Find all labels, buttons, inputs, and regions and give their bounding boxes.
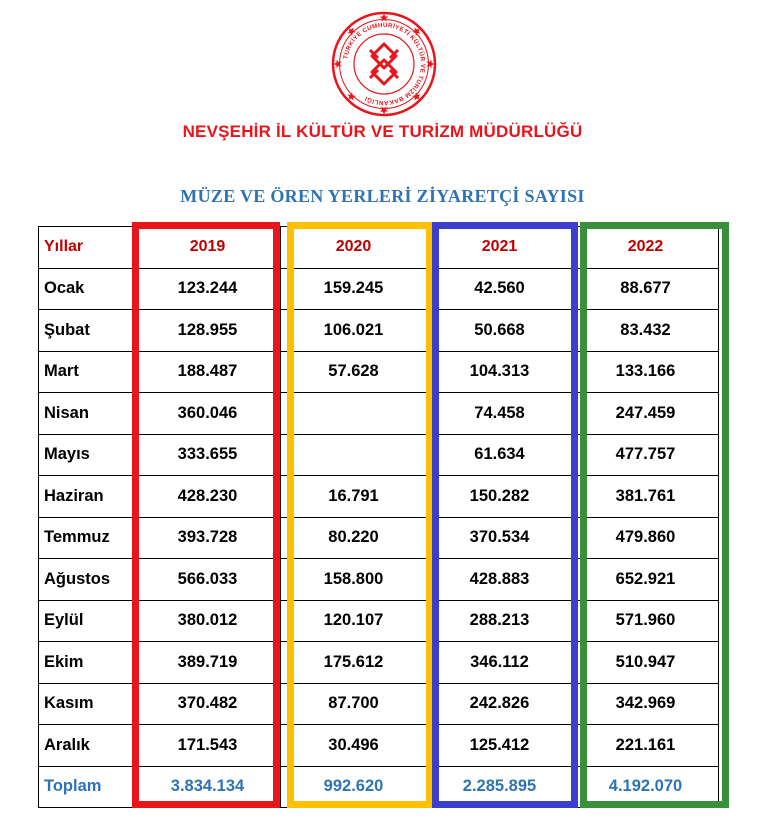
table-row-label: Haziran xyxy=(39,476,135,518)
table-row-label: Eylül xyxy=(39,600,135,642)
table-row-cell-2022: 571.960 xyxy=(573,600,719,642)
table-row-label: Aralık xyxy=(39,725,135,767)
table-row-cell-2022: 479.860 xyxy=(573,517,719,559)
table-row-label: Ağustos xyxy=(39,559,135,601)
table-row-cell-2022: 381.761 xyxy=(573,476,719,518)
total-row-cell-2021: 2.285.895 xyxy=(427,766,573,808)
table-row-cell-2020: 30.496 xyxy=(281,725,427,767)
table-title: MÜZE VE ÖREN YERLERİ ZİYARETÇİ SAYISI xyxy=(180,186,585,206)
svg-text:TÜRKİYE CUMHURİYETİ KÜLTÜR VE: TÜRKİYE CUMHURİYETİ KÜLTÜR VE TURİZM BAKANLIĞI xyxy=(342,21,427,107)
table-row-cell-2021: 370.534 xyxy=(427,517,573,559)
table-row-cell-2020: 175.612 xyxy=(281,642,427,684)
table-row-cell-2021: 150.282 xyxy=(427,476,573,518)
table-row-cell-2020: 80.220 xyxy=(281,517,427,559)
table-row-cell-2021: 104.313 xyxy=(427,351,573,393)
header-row-cell-2019: 2019 xyxy=(135,227,281,269)
header-row-cell-2020: 2020 xyxy=(281,227,427,269)
table-row-cell-2022: 510.947 xyxy=(573,642,719,684)
table-row-cell-2020: 159.245 xyxy=(281,268,427,310)
table-row-cell-2019: 188.487 xyxy=(135,351,281,393)
total-row-cell-2020: 992.620 xyxy=(281,766,427,808)
table-row-label: Kasım xyxy=(39,683,135,725)
year-2021-highlight-frame xyxy=(432,222,578,808)
table-row-cell-2021: 346.112 xyxy=(427,642,573,684)
total-row-label: Toplam xyxy=(39,766,135,808)
year-2022-highlight-frame xyxy=(580,222,729,808)
table-row-label: Mayıs xyxy=(39,434,135,476)
table-row-cell-2021: 288.213 xyxy=(427,600,573,642)
table-row-cell-2020: 158.800 xyxy=(281,559,427,601)
table-row-cell-2019: 428.230 xyxy=(135,476,281,518)
table-row-cell-2022: 221.161 xyxy=(573,725,719,767)
table-row-cell-2022: 247.459 xyxy=(573,393,719,435)
table-row-label: Ekim xyxy=(39,642,135,684)
total-row-cell-2022: 4.192.070 xyxy=(573,766,719,808)
table-row-cell-2019: 566.033 xyxy=(135,559,281,601)
table-row-label: Temmuz xyxy=(39,517,135,559)
table-row-cell-2019: 380.012 xyxy=(135,600,281,642)
table-row-cell-2019: 370.482 xyxy=(135,683,281,725)
table-row-cell-2020: 120.107 xyxy=(281,600,427,642)
header-row-label: Yıllar xyxy=(39,227,135,269)
table-row-label: Ocak xyxy=(39,268,135,310)
table-row-cell-2020: 106.021 xyxy=(281,310,427,352)
ministry-seal-logo xyxy=(330,10,438,118)
table-row-cell-2020: 57.628 xyxy=(281,351,427,393)
table-row-cell-2019: 123.244 xyxy=(135,268,281,310)
header-row-cell-2022: 2022 xyxy=(573,227,719,269)
header-row-cell-2021: 2021 xyxy=(427,227,573,269)
table-row-cell-2022: 652.921 xyxy=(573,559,719,601)
table-row-cell-2019: 360.046 xyxy=(135,393,281,435)
table-row-cell-2019: 393.728 xyxy=(135,517,281,559)
table-row-cell-2019: 128.955 xyxy=(135,310,281,352)
table-row-cell-2019: 171.543 xyxy=(135,725,281,767)
table-row-cell-2021: 242.826 xyxy=(427,683,573,725)
organization-title: NEVŞEHİR İL KÜLTÜR VE TURİZM MÜDÜRLÜĞÜ xyxy=(182,122,583,141)
year-2020-highlight-frame xyxy=(287,222,433,808)
table-row-cell-2022: 477.757 xyxy=(573,434,719,476)
table-row-cell-2021: 42.560 xyxy=(427,268,573,310)
total-row-cell-2019: 3.834.134 xyxy=(135,766,281,808)
year-2019-highlight-frame xyxy=(132,222,280,808)
table-row-cell-2022: 133.166 xyxy=(573,351,719,393)
table-row-cell-2020: 87.700 xyxy=(281,683,427,725)
table-row-cell-2021: 428.883 xyxy=(427,559,573,601)
table-row-cell-2022: 88.677 xyxy=(573,268,719,310)
table-row-label: Mart xyxy=(39,351,135,393)
table-row-cell-2021: 125.412 xyxy=(427,725,573,767)
table-row-cell-2019: 333.655 xyxy=(135,434,281,476)
table-row-cell-2021: 50.668 xyxy=(427,310,573,352)
table-row-cell-2022: 83.432 xyxy=(573,310,719,352)
table-row-cell-2021: 61.634 xyxy=(427,434,573,476)
table-row-cell-2022: 342.969 xyxy=(573,683,719,725)
table-row-cell-2021: 74.458 xyxy=(427,393,573,435)
table-row-cell-2020: 16.791 xyxy=(281,476,427,518)
table-row-label: Nisan xyxy=(39,393,135,435)
table-row-cell-2019: 389.719 xyxy=(135,642,281,684)
table-row-label: Şubat xyxy=(39,310,135,352)
